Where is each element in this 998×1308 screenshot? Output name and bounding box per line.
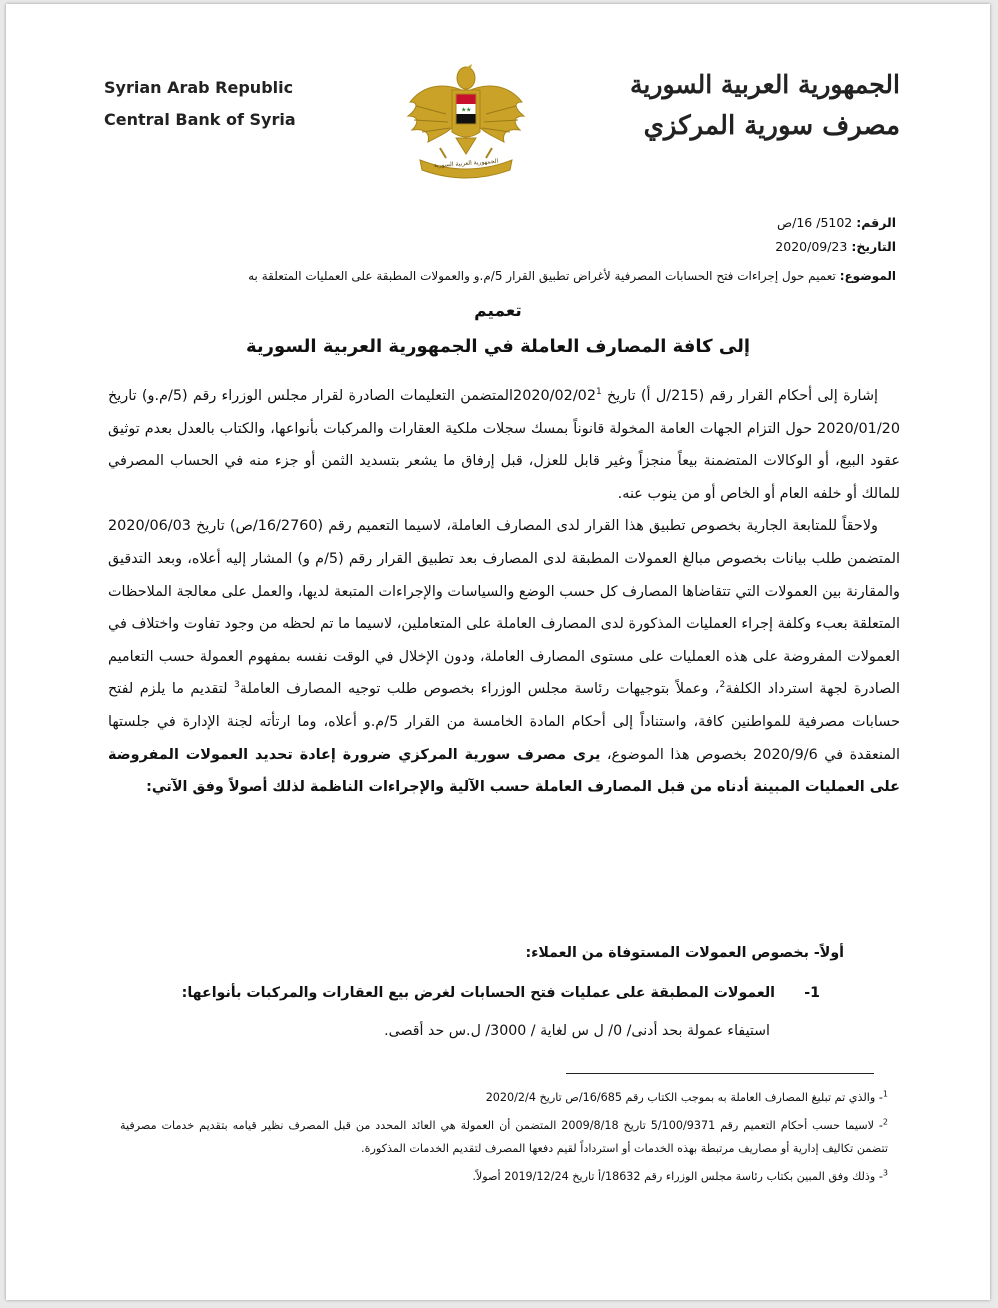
footnote-2-number: 2 <box>882 1116 888 1126</box>
svg-text:★: ★ <box>461 106 467 114</box>
p2-bold-decision: يرى مصرف سورية المركزي ضرورة إعادة تحديد العمولات المفروضة على العمليات المبينة أدناه من قبل المصارف العاملة حسب الآلية والإجراءات الناظمة لذلك أصولاً وفق الآتي: <box>108 746 900 796</box>
date-label: التاريخ: <box>851 239 896 254</box>
body-text <box>108 380 900 804</box>
item-1-detail: استيفاء عمولة بحد أدنى/ 0/ ل س لغاية / 3000/ ل.س حد أقصى. <box>384 1023 770 1039</box>
p2-part-c: لتقديم ما يلزم لفتح حسابات مصرفية للمواطنين كافة، واستناداً إلى أحكام المادة الخامسة من القرار 5/م.و أعلاه، وما ارتأته لجنة الإدارة في جلستها المنعقدة في 2020/9/6 بخصوص هذا الموضوع، <box>108 681 901 763</box>
header-ar-country: الجمهورية العربية السورية <box>630 70 900 99</box>
footnote-3 <box>120 1165 888 1189</box>
item-number: 1- <box>804 985 820 1001</box>
p1-part-a: إشارة إلى أحكام القرار رقم (215/ل أ) تاريخ 2020/02/02 <box>513 388 878 404</box>
p2-part-a: ولاحقاً للمتابعة الجارية بخصوص تطبيق هذا القرار لدى المصارف العاملة، لاسيما التعميم رقم (16/2760/ص) تاريخ 2020/06/03 المتضمن طلب بيانات بخصوص مبالغ العمولات المطبقة لدى المصارف بعد تطبيق القرار رقم (5/م و) المشار إليه أعلاه، وبعد التدقيق والمقارنة بين العمولات التي تتقاضاها المصارف كل حسب الوضع والسياسات والإجراءات المتبعة لديها، والعمل على معالجة الملاحظات المتعلقة بعبء وكلفة إجراء العمليات المذكورة لدى المصارف العاملة على المتعاملين، لاسيما ما تم لحظه من وجود تفاوت واختلاف في العمولات المفروضة على هذه العمليات على مستوى المصارف العاملة، ودون الإخلال في الوقت نفسه بمفهوم العمولة حسب التعاميم الصادرة لجهة استرداد الكلفة <box>108 518 900 698</box>
footnote-ref-3: 3 <box>234 680 240 691</box>
subject-line <box>56 269 896 283</box>
subject-label: الموضوع: <box>839 269 896 283</box>
svg-text:★: ★ <box>466 106 472 114</box>
footnote-2-text: - لاسيما حسب أحكام التعميم رقم 5/100/9371 تاريخ 2009/8/18 المتضمن أن العمولة هي العائد المحدد من قبل المصرف نظير قيامه بتقديم خدمات مصرفية تتضمن تكاليف إدارية أو مصاريف مرتبطة بهذه الخدمات أو استرداداً لقيم دفعها المصرف لتقديم الخدمات المذكورة. <box>120 1118 888 1155</box>
header-en-bank: Central Bank of Syria <box>104 110 296 129</box>
footnote-1 <box>120 1086 888 1110</box>
item-title: العمولات المطبقة على عمليات فتح الحسابات لغرض بيع العقارات والمركبات بأنواعها: <box>181 985 776 1001</box>
header-en-country: Syrian Arab Republic <box>104 78 294 97</box>
p1-part-b: المتضمن التعليمات الصادرة لقرار مجلس الوزراء رقم (5/م.و) تاريخ 2020/01/20 حول التزام الجهات العامة المخولة قانوناً بمسك سجلات ملكية العقارات والمركبات بأنواعها، والكتاب بالعدل بعدم توثيق عقود البيع، أو الوكالات المتضمنة بيعاً منجزاً وغير قابل للعزل، قبل إرفاق ما يشعر بتسديد الثمن أو جزء منه في الحساب المصرفي للمالك أو خلفه العام أو الخاص أو من ينوب عنه. <box>108 388 900 502</box>
document-page <box>6 4 990 1300</box>
paragraph-1 <box>108 380 900 510</box>
date-value: 2020/09/23 <box>775 239 848 254</box>
header-ar-bank: مصرف سورية المركزي <box>643 111 900 141</box>
footnote-ref-2: 2 <box>719 680 726 691</box>
paragraph-2 <box>108 510 900 803</box>
header-english <box>104 72 296 136</box>
document-meta <box>775 211 896 259</box>
p2-part-b: ، وعملاً بتوجيهات رئاسة مجلس الوزراء بخصوص طلب توجيه المصارف العاملة <box>239 681 720 698</box>
footnote-3-number: 3 <box>882 1167 888 1177</box>
footnote-1-number: 1 <box>882 1089 888 1099</box>
subject-value: تعميم حول إجراءات فتح الحسابات المصرفية لأغراض تطبيق القرار 5/م.و والعمولات المطبقة على العمليات المتعلقة به <box>248 269 836 283</box>
footnote-ref-1: 1 <box>596 387 602 398</box>
section-1-heading: أولاً- بخصوص العمولات المستوفاة من العملاء: <box>525 945 844 961</box>
document-recipients: إلى كافة المصارف العاملة في الجمهورية العربية السورية <box>246 336 750 357</box>
date-line <box>775 235 896 259</box>
footnote-1-text: - والذي تم تبليغ المصارف العاملة به بموجب الكتاب رقم 16/685/ص تاريخ 2020/2/4 <box>485 1091 883 1104</box>
document-title: تعميم <box>474 301 522 321</box>
footnote-2 <box>120 1114 888 1161</box>
emblem-ribbon-text: الجمهورية العربية السورية <box>433 157 499 170</box>
header-arabic <box>630 64 900 146</box>
section-1-item-1 <box>182 985 820 1001</box>
reference-line <box>775 211 896 235</box>
footnote-separator <box>566 1073 874 1074</box>
reference-value: 5102/ 16/ص <box>777 215 853 230</box>
reference-label: الرقم: <box>856 215 896 230</box>
footnotes <box>120 1086 888 1192</box>
footnote-3-text: - وذلك وفق المبين بكتاب رئاسة مجلس الوزراء رقم 18632/أ تاريخ 2019/12/24 أصولاً. <box>472 1169 883 1183</box>
